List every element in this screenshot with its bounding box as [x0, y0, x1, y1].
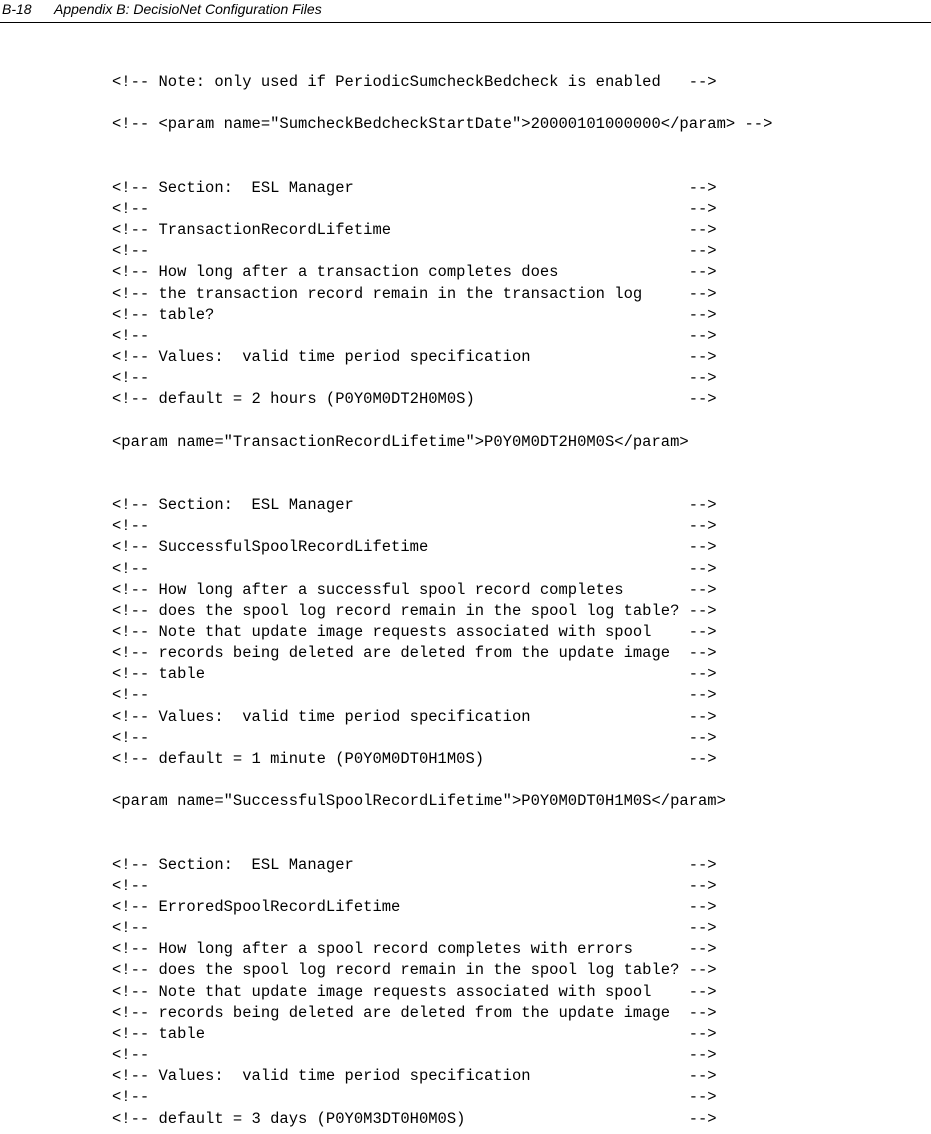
- page-number: B-18: [2, 1, 32, 17]
- code-line: <!-- Note: only used if PeriodicSumcheckBedcheck is enabled -->: [112, 73, 717, 91]
- code-line: <!-- Section: ESL Manager -->: [112, 855, 717, 874]
- code-line: <!-- does the spool log record remain in the spool log table? -->: [112, 601, 717, 620]
- code-line: <!-- How long after a transaction completes does -->: [112, 263, 717, 282]
- code-line: <!-- records being deleted are deleted from the update image -->: [112, 644, 717, 663]
- code-line: [112, 93, 772, 114]
- code-line: <!-- Note that update image requests associated with spool -->: [112, 622, 717, 641]
- code-line: [112, 157, 772, 178]
- code-line: <param name="SuccessfulSpoolRecordLifetime">P0Y0M0DT0H1M0S</param>: [112, 792, 726, 811]
- code-line: <!-- -->: [112, 242, 717, 261]
- code-line: <!-- the transaction record remain in the transaction log -->: [112, 284, 717, 303]
- code-line: <!-- -->: [112, 326, 717, 345]
- code-line: <!-- -->: [112, 1046, 717, 1065]
- code-line: <!-- -->: [112, 876, 717, 895]
- code-line: [112, 770, 772, 791]
- code-line: <!-- SuccessfulSpoolRecordLifetime -->: [112, 538, 717, 557]
- code-line: [112, 453, 772, 474]
- code-line: <!-- -->: [112, 199, 717, 218]
- code-line: <!-- Section: ESL Manager -->: [112, 178, 717, 197]
- code-line: <!-- table? -->: [112, 305, 717, 324]
- code-line: <!-- Section: ESL Manager -->: [112, 496, 717, 515]
- code-line: <!-- Note that update image requests associated with spool -->: [112, 982, 717, 1001]
- page-header: [0, 0, 931, 23]
- code-line: <!-- Values: valid time period specification -->: [112, 1067, 717, 1086]
- page-title: Appendix B: DecisioNet Configuration Files: [54, 1, 322, 17]
- code-line: [112, 410, 772, 431]
- code-line: <!-- default = 3 days (P0Y0M3DT0H0M0S) -->: [112, 1109, 717, 1128]
- code-line: <!-- -->: [112, 517, 717, 536]
- code-line: <!-- table -->: [112, 665, 717, 684]
- code-line: <!-- -->: [112, 919, 717, 938]
- code-line: [112, 135, 772, 156]
- code-line: <param name="TransactionRecordLifetime">P0Y0M0DT2H0M0S</param>: [112, 432, 689, 451]
- code-line: <!-- -->: [112, 728, 717, 747]
- code-line: <!-- -->: [112, 1088, 717, 1107]
- code-listing: [112, 72, 772, 1130]
- code-line: <!-- Values: valid time period specification -->: [112, 347, 717, 366]
- code-line: <!-- <param name="SumcheckBedcheckStartDate">20000101000000</param> -->: [112, 115, 773, 134]
- code-line: <!-- Values: valid time period specification -->: [112, 707, 717, 726]
- code-line: [112, 834, 772, 855]
- code-line: [112, 812, 772, 833]
- code-line: <!-- TransactionRecordLifetime -->: [112, 221, 717, 240]
- code-line: <!-- records being deleted are deleted from the update image -->: [112, 1003, 717, 1022]
- code-line: <!-- How long after a successful spool record completes -->: [112, 580, 717, 599]
- code-line: <!-- default = 2 hours (P0Y0M0DT2H0M0S) -->: [112, 390, 717, 409]
- code-line: <!-- How long after a spool record completes with errors -->: [112, 940, 717, 959]
- code-line: <!-- -->: [112, 686, 717, 705]
- code-line: <!-- -->: [112, 559, 717, 578]
- code-line: <!-- does the spool log record remain in the spool log table? -->: [112, 961, 717, 980]
- code-line: <!-- table -->: [112, 1024, 717, 1043]
- code-line: <!-- default = 1 minute (P0Y0M0DT0H1M0S) -->: [112, 749, 717, 768]
- code-line: <!-- -->: [112, 369, 717, 388]
- code-line: <!-- ErroredSpoolRecordLifetime -->: [112, 897, 717, 916]
- code-line: [112, 474, 772, 495]
